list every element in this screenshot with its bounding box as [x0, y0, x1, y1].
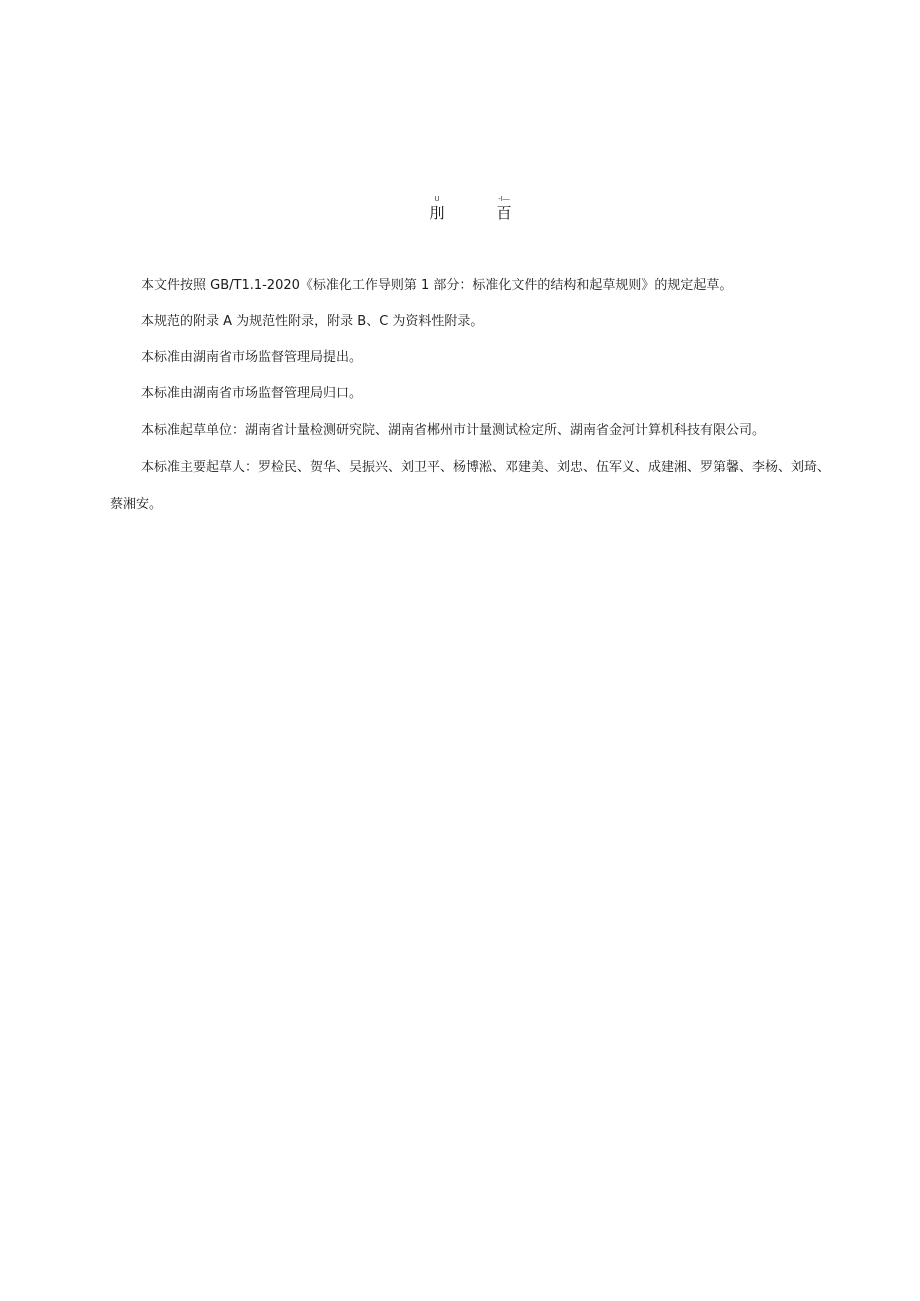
- paragraph-drafting-units: 本标准起草单位：湖南省计量检测研究院、湖南省郴州市计量测试检定所、湖南省金河计算机科技有限公司。: [141, 423, 766, 438]
- paragraph-basis: 本文件按照 GB/T1.1-2020《标准化工作导则第 1 部分：标准化文件的结构和起草规则》的规定起草。: [141, 278, 733, 293]
- paragraph-proposed-by: 本标准由湖南省市场监督管理局提出。: [141, 350, 363, 365]
- paragraph-appendix: 本规范的附录 A 为规范性附录，附录 B、C 为资料性附录。: [141, 314, 484, 329]
- document-body: [110, 268, 830, 523]
- paragraph-administered-by: 本标准由湖南省市场监督管理局归口。: [141, 386, 363, 401]
- heading-left-mark: U: [434, 196, 440, 203]
- paragraph-drafters: 本标准主要起草人：罗检民、贺华、吴振兴、刘卫平、杨博淞、邓建美、刘忠、伍军义、成建湘、罗第馨、李杨、刘琦、蔡湘安。: [110, 460, 831, 512]
- heading-left: [417, 196, 457, 222]
- section-heading: [0, 196, 920, 236]
- heading-right-mark: -I—: [498, 196, 510, 203]
- heading-right: [484, 196, 524, 222]
- heading-right-char: 百: [496, 204, 512, 222]
- heading-left-char: 刖: [429, 204, 445, 222]
